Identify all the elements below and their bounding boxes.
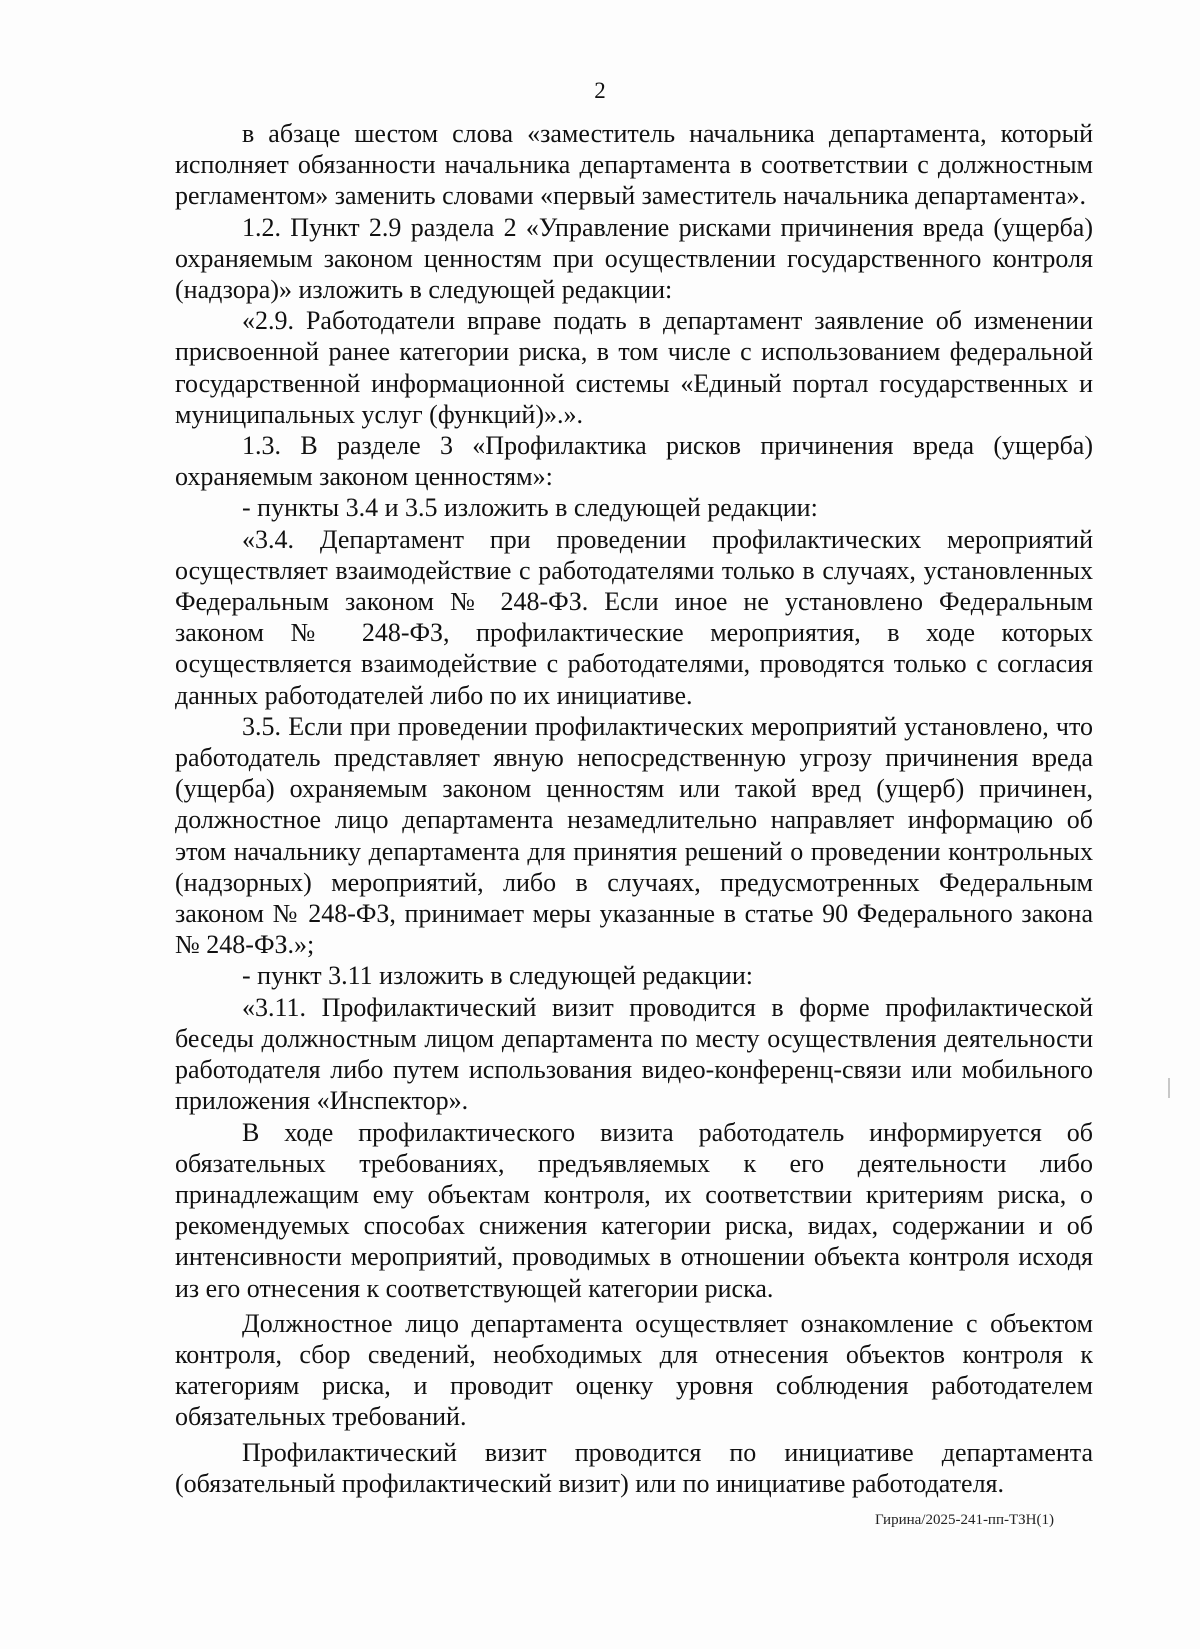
paragraph-points-3-4-3-5: - пункты 3.4 и 3.5 изложить в следующей редакции: bbox=[242, 493, 818, 523]
paragraph-visit-initiative: Профилактический визит проводится по инициативе департамента (обязательный профилактический визит) или по инициативе работодателя. bbox=[175, 1437, 1093, 1498]
paragraph-3-5: 3.5. Если при проведении профилактических мероприятий установлено, что работодатель представляет явную непосредственную угрозу причинения вреда (ущерба) охраняемым законом ценностям или такой вред (ущерб) причинен, должностное лицо департамента незамедлительно направляет информацию об этом начальнику департамента для принятия решений о проведении контрольных (надзорных) мероприятий, либо в случаях, предусмотренных Федеральным законом № 248-ФЗ, принимает меры указанные в статье 90 Федерального закона № 248-ФЗ.»; bbox=[175, 711, 1093, 960]
paragraph-quote-3-4: «3.4. Департамент при проведении профилактических мероприятий осуществляет взаимодействие с работодателями только в случаях, установленных Федеральным законом № 248-ФЗ. Если иное не установлено Федеральным законом № 248-ФЗ, профилактические мероприятия, в ходе которых осуществляется взаимодействие с работодателями, проводятся только с согласия данных работодателей либо по их инициативе. bbox=[175, 524, 1093, 710]
paragraph-quote-2-9: «2.9. Работодатели вправе подать в департамент заявление об изменении присвоенной ранее категории риска, в том числе с использованием федеральной государственной информационной системы «Единый портал государственных и муниципальных услуг (функций)».». bbox=[175, 306, 1093, 429]
page-number: 2 bbox=[594, 78, 606, 103]
paragraph-quote-3-11: «3.11. Профилактический визит проводится в форме профилактической беседы должностным лицом департамента по месту осуществления деятельности работодателя либо путем использования видео-конференц-связи или мобильного приложения «Инспектор». bbox=[175, 992, 1093, 1116]
paragraph-item-1-2: 1.2. Пункт 2.9 раздела 2 «Управление рисками причинения вреда (ущерба) охраняемым законом ценностям при осуществлении государственного контроля (надзора)» изложить в следующей редакции: bbox=[175, 212, 1093, 305]
paragraph-visit-information: В ходе профилактического визита работодатель информируется об обязательных требованиях, предъявляемых к его деятельности либо принадлежащим ему объектам контроля, их соответствии критериям риска, о рекомендуемых способах снижения категории риска, видах, содержании и об интенсивности мероприятий, проводимых в отношении объекта контроля исходя из его отнесения к соответствующей категории риска. bbox=[175, 1117, 1093, 1303]
document-body bbox=[175, 118, 1093, 1499]
document-footer-code: Гирина/2025-241-пп-ТЗН(1) bbox=[874, 1512, 1054, 1528]
paragraph-amendment-paragraph-six: в абзаце шестом слова «заместитель начальника департамента, который исполняет обязанности начальника департамента в соответствии с должностным регламентом» заменить словами «первый заместитель начальника департамента». bbox=[175, 119, 1093, 211]
paragraph-official-familiarization: Должностное лицо департамента осуществляет ознакомление с объектом контроля, сбор сведений, необходимых для отнесения объектов контроля к категориям риска, и проводит оценку уровня соблюдения работодателем обязательных требований. bbox=[175, 1308, 1093, 1432]
paragraph-item-1-3: 1.3. В разделе 3 «Профилактика рисков причинения вреда (ущерба) охраняемым законом ценностям»: bbox=[175, 431, 1093, 492]
scan-artifact-mark bbox=[1168, 1078, 1170, 1098]
paragraph-point-3-11: - пункт 3.11 изложить в следующей редакции: bbox=[242, 961, 753, 991]
